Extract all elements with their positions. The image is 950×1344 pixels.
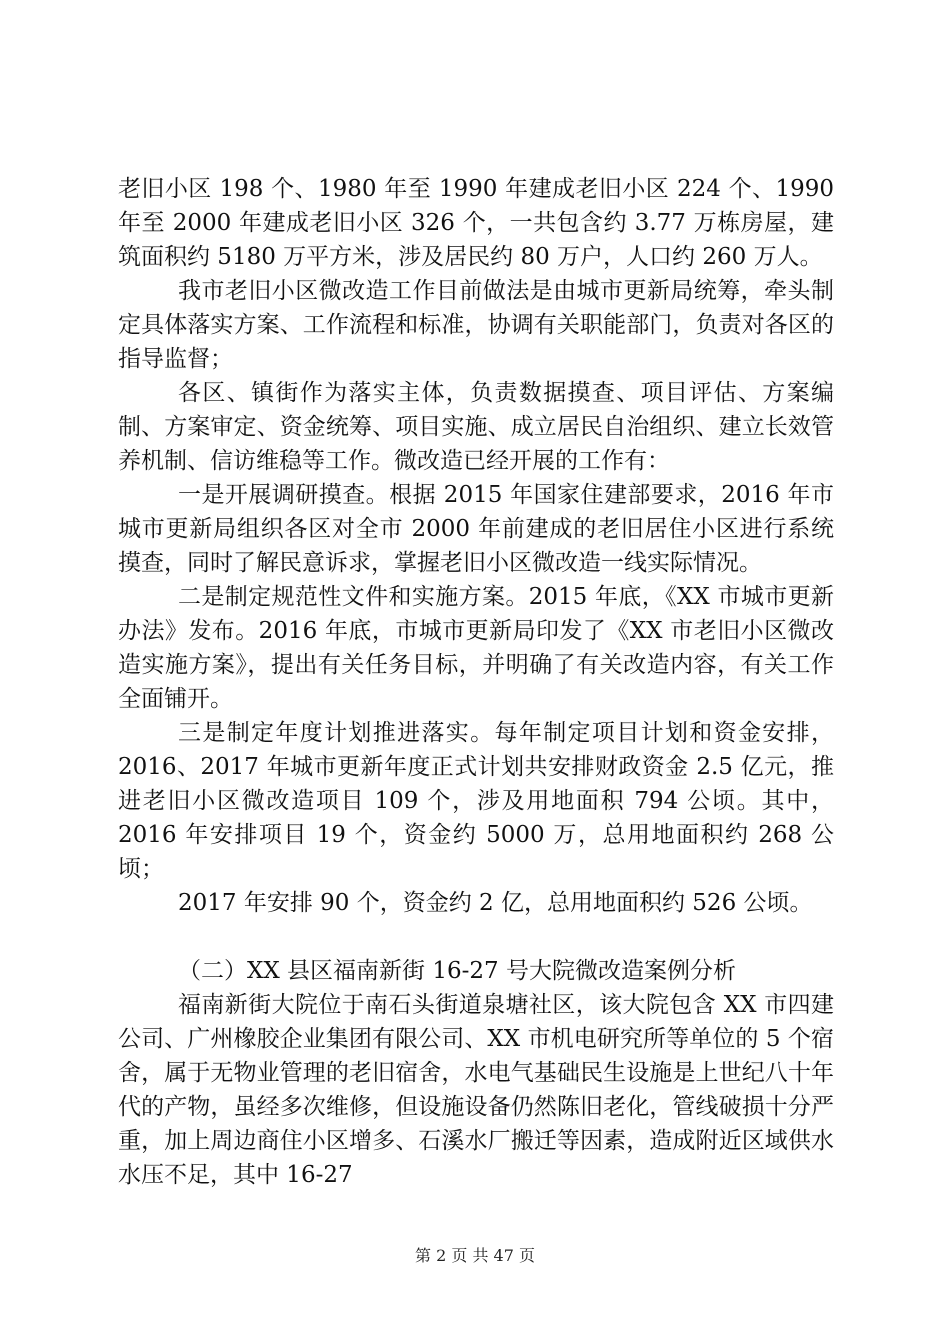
paragraph-point-two: 二是制定规范性文件和实施方案。2015 年底，《XX 市城市更新办法》发布。2016 年底，市城市更新局印发了《XX 市老旧小区微改造实施方案》，提出有关任务目标，并明确了有关改造内容，有关工作全面铺开。 — [118, 584, 834, 712]
paragraph-point-three: 三是制定年度计划推进落实。每年制定项目计划和资金安排，2016、2017 年城市更新年度正式计划共安排财政资金 2.5 亿元，推进老旧小区微改造项目 109 个，涉及用地面积 794 公顷。其中，2016 年安排项目 19 个，资金约 5000 万，总用地面积约 268 公顷； — [118, 720, 834, 882]
paragraph-case-study: 福南新街大院位于南石头街道泉塘社区，该大院包含 XX 市四建公司、广州橡胶企业集团有限公司、XX 市机电研究所等单位的 5 个宿舍，属于无物业管理的老旧宿舍，水电气基础民生设施是上世纪八十年代的产物，虽经多次维修，但设施设备仍然陈旧老化，管线破损十分严重，加上周边商住小区增多、石溪水厂搬迁等因素，造成附近区域供水水压不足，其中 16-27 — [118, 992, 834, 1188]
paragraph-work-approach: 我市老旧小区微改造工作目前做法是由城市更新局统筹，牵头制定具体落实方案、工作流程和标准，协调有关职能部门，负责对各区的指导监督； — [118, 278, 834, 372]
paragraph-spacer — [118, 920, 834, 954]
page-footer: 第 2 页 共 47 页 — [415, 1246, 535, 1265]
paragraph-2017-plan: 2017 年安排 90 个，资金约 2 亿，总用地面积约 526 公顷。 — [178, 890, 813, 916]
paragraph-continuation: 老旧小区 198 个、1980 年至 1990 年建成老旧小区 224 个、1990 年至 2000 年建成老旧小区 326 个，一共包含约 3.77 万栋房屋，建筑面积约 5180 万平方米，涉及居民约 80 万户，人口约 260 万人。 — [118, 176, 834, 270]
section-heading: （二）XX 县区福南新街 16-27 号大院微改造案例分析 — [178, 958, 736, 984]
document-body — [118, 172, 834, 1192]
paragraph-district-responsibility: 各区、镇街作为落实主体，负责数据摸查、项目评估、方案编制、方案审定、资金统筹、项目实施、成立居民自治组织、建立长效管养机制、信访维稳等工作。微改造已经开展的工作有： — [118, 380, 834, 474]
paragraph-point-one: 一是开展调研摸查。根据 2015 年国家住建部要求，2016 年市城市更新局组织各区对全市 2000 年前建成的老旧居住小区进行系统摸查，同时了解民意诉求，掌握老旧小区微改造一线实际情况。 — [118, 482, 834, 576]
